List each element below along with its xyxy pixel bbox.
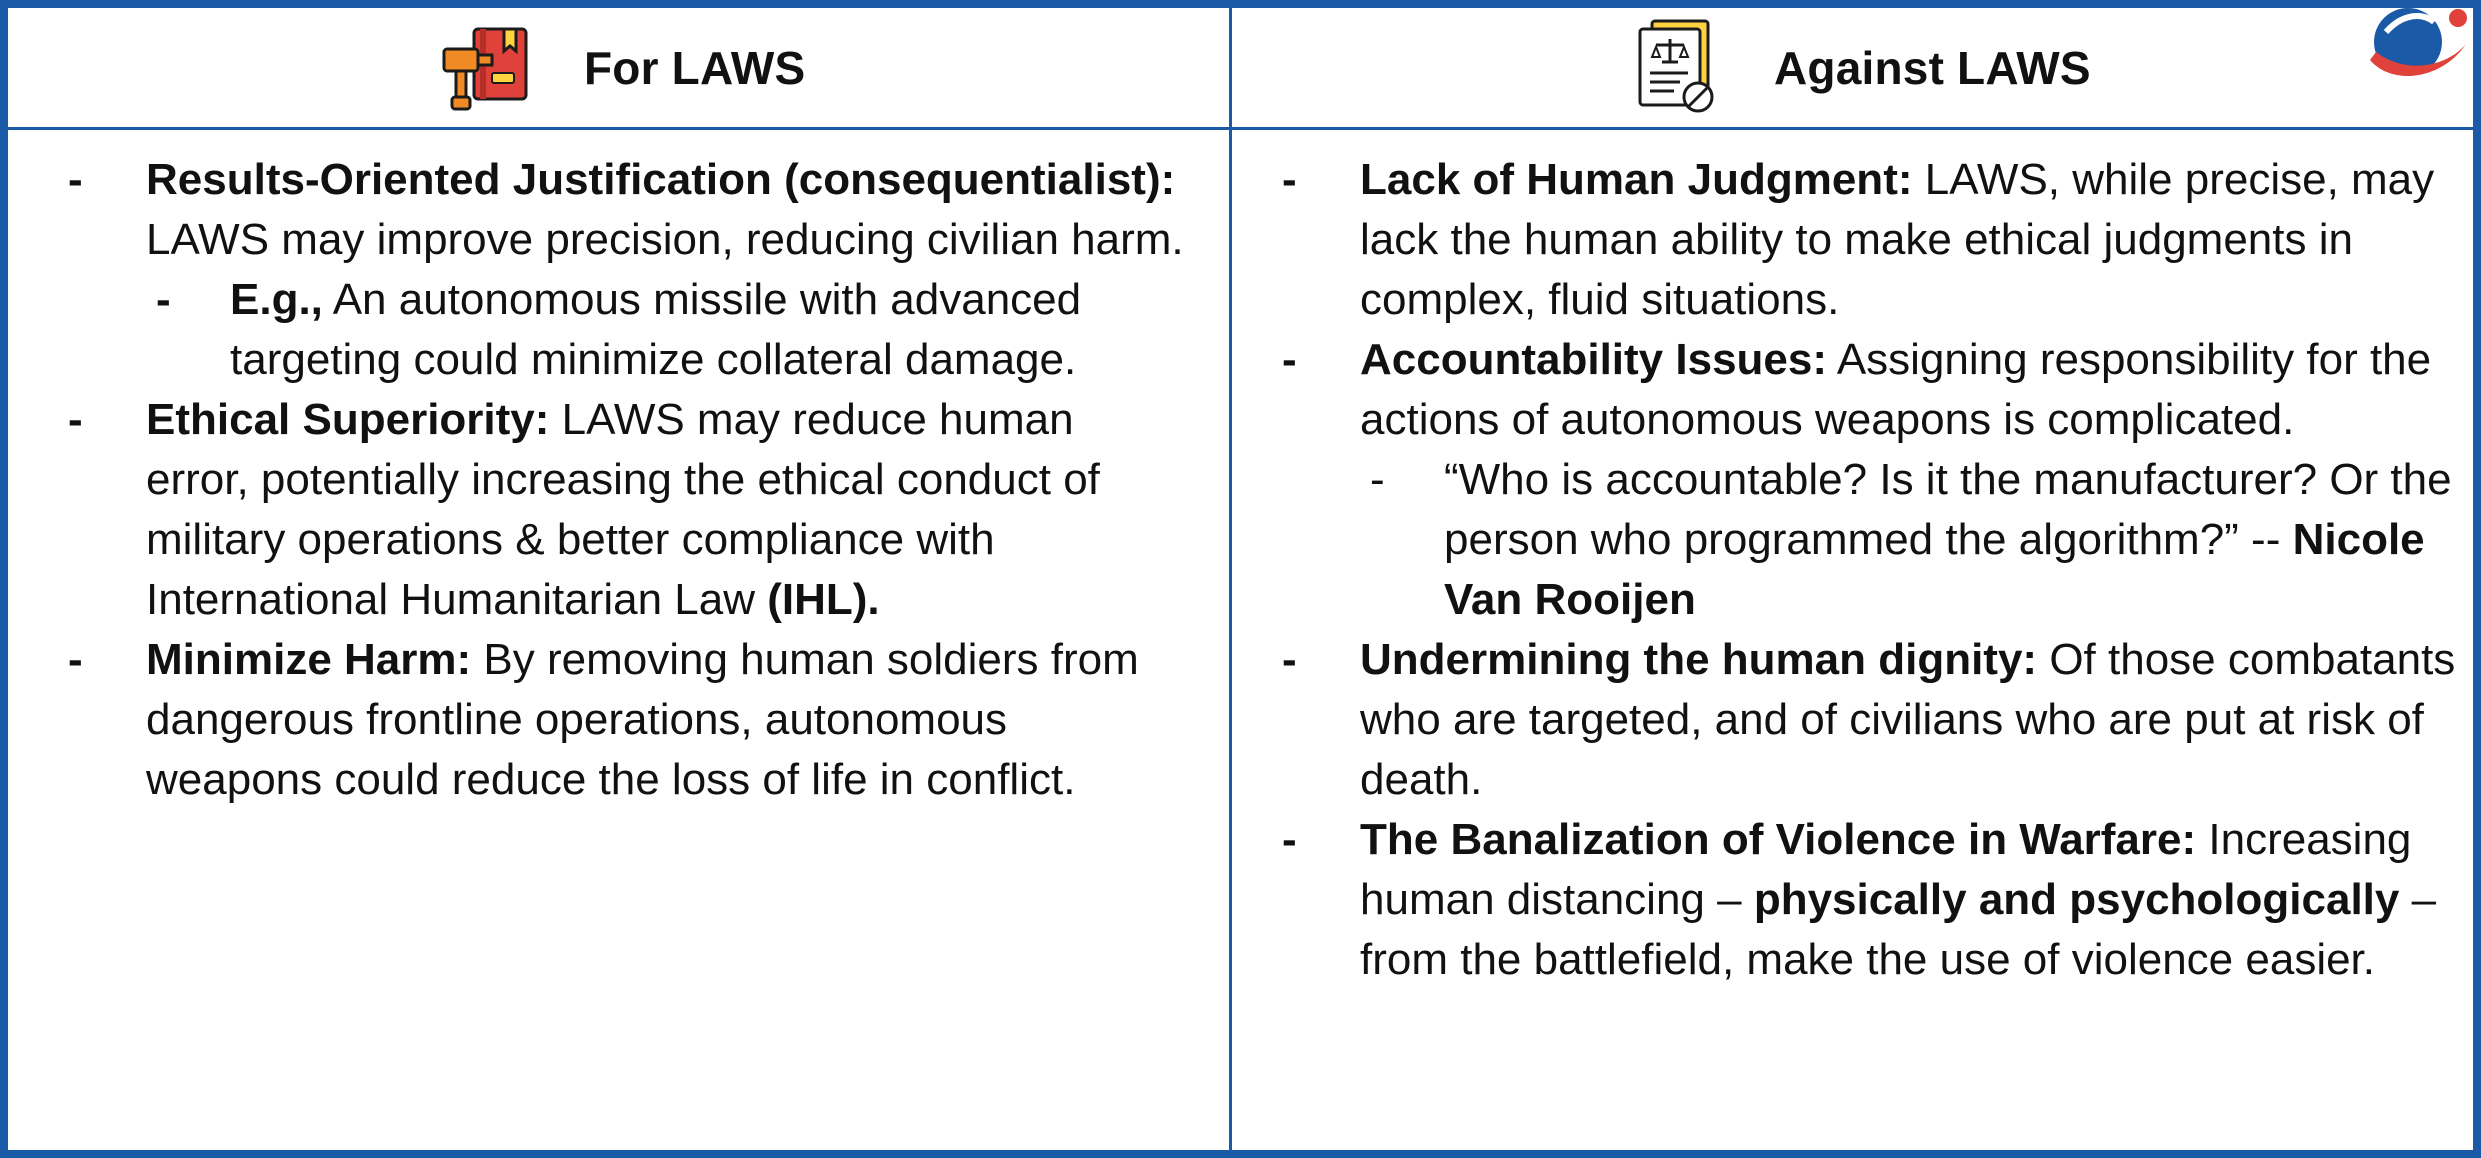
sub-item-text: An autonomous missile with advanced targeting could minimize collateral damage.: [230, 275, 1082, 384]
quote-list-item: [1360, 450, 2462, 630]
item-text: LAWS may reduce human error, potentially increasing the ethical conduct of military operations & better compliance with International Humanitarian Law: [146, 395, 1100, 624]
item-heading: Lack of Human Judgment:: [1360, 155, 1913, 204]
header-divider: [8, 127, 2473, 130]
item-text: Of those combatants who are targeted, and of civilians who are put at risk of death.: [1360, 635, 2456, 804]
bullet-dash: -: [1370, 455, 1385, 504]
quote-author: Nicole Van Rooijen: [1444, 515, 2425, 624]
item-heading: Ethical Superiority:: [146, 395, 550, 444]
item-text-tail: – from the battlefield, make the use of violence easier.: [1360, 875, 2437, 984]
item-heading: Accountability Issues:: [1360, 335, 1828, 384]
list-item: [1282, 810, 2462, 990]
brand-logo-icon: [2362, 2, 2472, 89]
item-heading: Minimize Harm:: [146, 635, 472, 684]
header-against-laws: [1630, 8, 2091, 127]
item-heading: The Banalization of Violence in Warfare:: [1360, 815, 2197, 864]
bullet-dash: -: [1282, 335, 1297, 384]
list-item: [1282, 630, 2462, 810]
sub-list-item: [146, 270, 1188, 390]
item-text: LAWS, while precise, may lack the human ability to make ethical judgments in complex, fluid situations.: [1360, 155, 2435, 324]
legal-document-scales-icon: [1630, 15, 1726, 120]
column-title-for: For LAWS: [584, 41, 806, 94]
item-bold-mid: physically and psychologically: [1753, 875, 2400, 924]
item-text: Assigning responsibility for the actions of autonomous weapons is complicated.: [1360, 335, 2432, 444]
list-item: [1282, 330, 2462, 450]
bullet-dash: -: [68, 155, 83, 204]
against-laws-list: [1282, 150, 2462, 990]
bullet-dash: -: [156, 275, 171, 324]
list-item: [1282, 150, 2462, 330]
for-laws-list: [68, 150, 1188, 810]
item-bold-tail: (IHL).: [767, 575, 880, 624]
bullet-dash: -: [68, 635, 83, 684]
header-for-laws: [440, 8, 805, 127]
sub-item-heading: E.g.,: [230, 275, 323, 324]
bullet-dash: -: [1282, 815, 1297, 864]
list-item: [68, 150, 1188, 270]
bullet-dash: -: [1282, 155, 1297, 204]
item-text: Increasing human distancing –: [1360, 815, 2412, 924]
column-title-against: Against LAWS: [1774, 41, 2091, 94]
list-item: [68, 630, 1188, 810]
column-divider: [1229, 8, 1232, 1150]
bullet-dash: -: [1282, 635, 1297, 684]
bullet-dash: -: [68, 395, 83, 444]
item-text: By removing human soldiers from dangerous frontline operations, autonomous weapons could reduce the loss of life in conflict.: [146, 635, 1139, 804]
item-text: LAWS may improve precision, reducing civilian harm.: [146, 215, 1184, 264]
list-item: [68, 390, 1188, 630]
item-heading: Undermining the human dignity:: [1360, 635, 2038, 684]
quote-text: “Who is accountable? Is it the manufacturer? Or the person who programmed the algorithm?” --: [1444, 455, 2452, 564]
item-heading: Results-Oriented Justification (consequentialist):: [146, 155, 1176, 204]
gavel-law-book-icon: [440, 17, 536, 118]
